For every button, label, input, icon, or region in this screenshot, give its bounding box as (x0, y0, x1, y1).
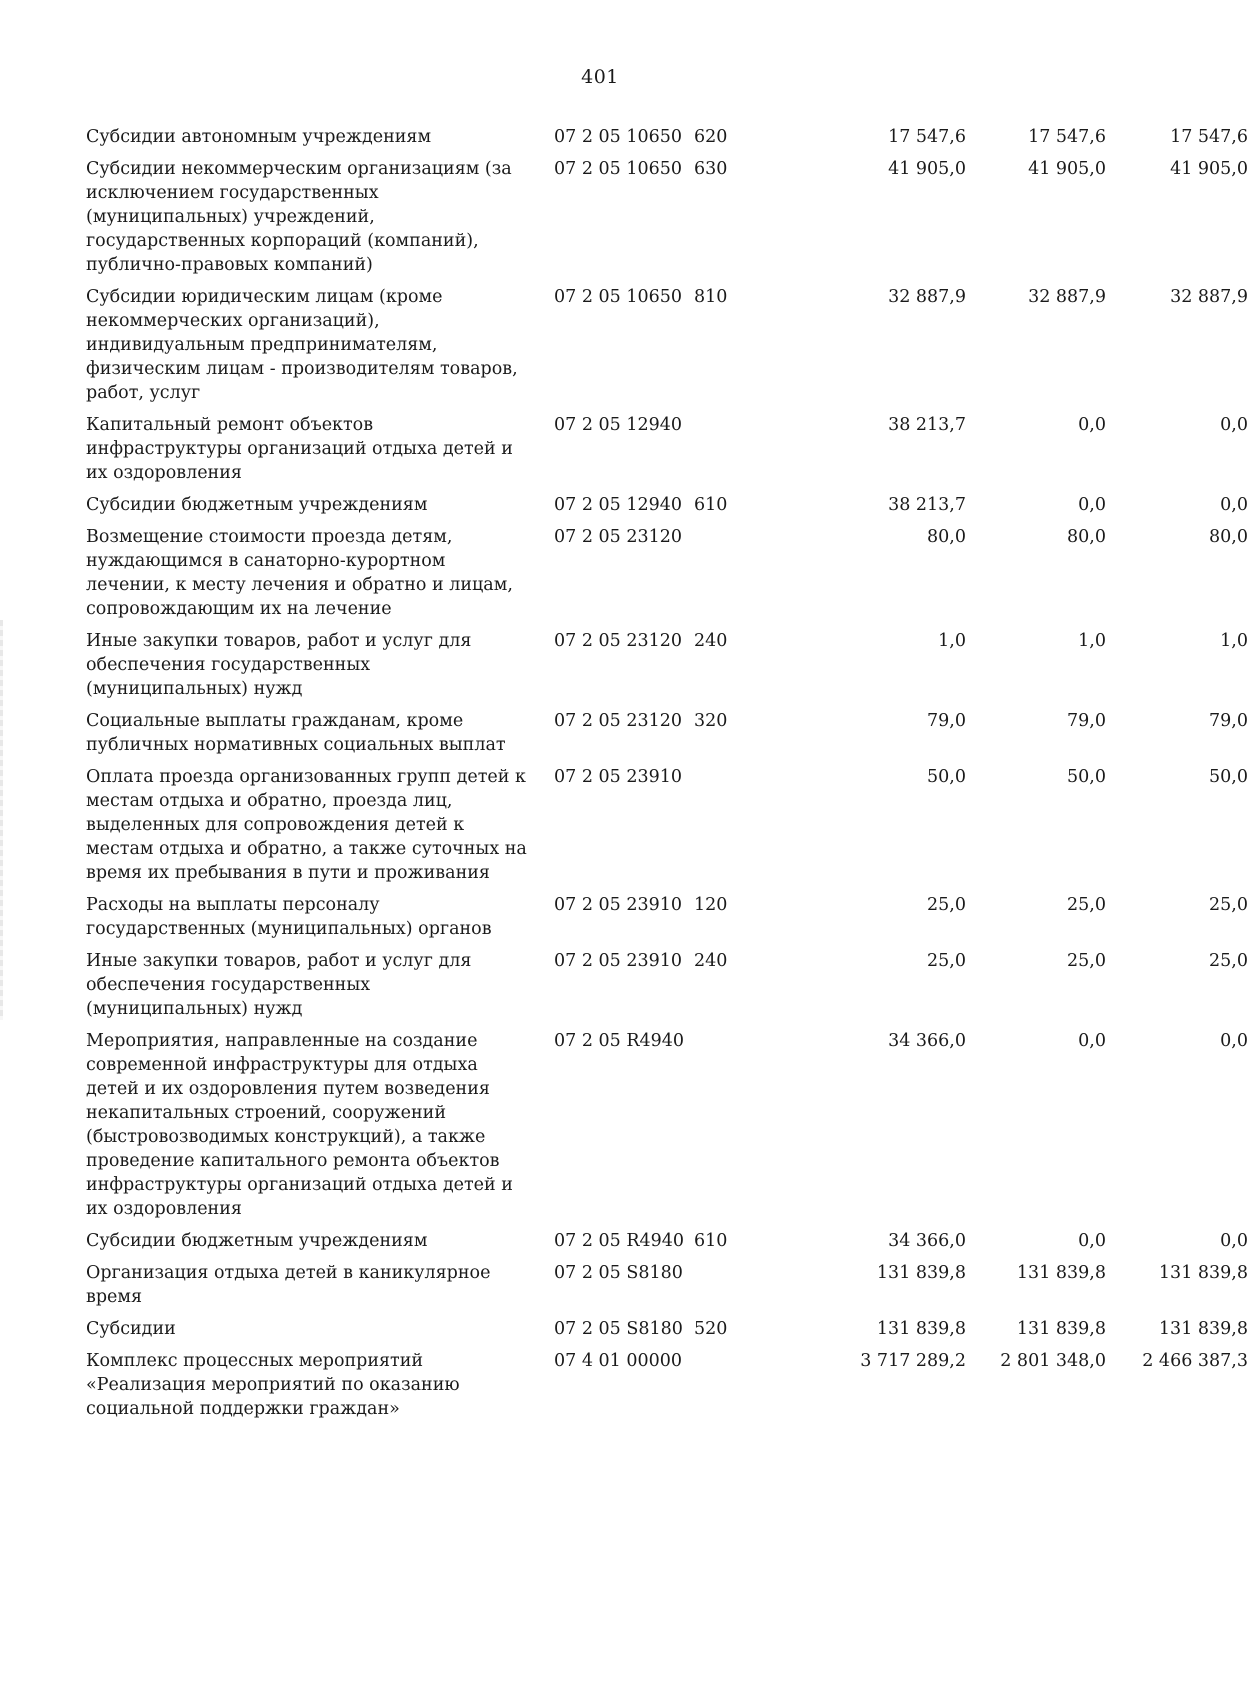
row-description: Иные закупки товаров, работ и услуг для обеспечения государственных (муниципальных) нужд (86, 631, 472, 699)
row-amount-year-2: 0,0 (1078, 495, 1106, 515)
row-amount-year-1: 38 213,7 (888, 495, 966, 515)
row-amount-year-3: 32 887,9 (1170, 287, 1248, 307)
row-description: Субсидии автономным учреждениям (86, 127, 432, 147)
table-row (86, 949, 1248, 1021)
row-amount-year-1: 3 717 289,2 (860, 1351, 966, 1371)
row-amount-year-2: 80,0 (1067, 527, 1106, 547)
row-target-code: 07 2 05 23120 (554, 711, 683, 731)
row-target-code: 07 2 05 R4940 (554, 1031, 685, 1051)
row-amount-year-2: 25,0 (1067, 951, 1106, 971)
row-amount-year-3: 25,0 (1209, 951, 1248, 971)
row-amount-year-1: 41 905,0 (888, 159, 966, 179)
row-target-code: 07 2 05 10650 (554, 159, 683, 179)
row-expense-type: 120 (694, 895, 728, 915)
row-amount-year-2: 25,0 (1067, 895, 1106, 915)
row-description: Субсидии некоммерческим организациям (за исключением государственных (муниципальных) учреждений, государственных корпораций (компаний), публично-правовых компаний) (86, 159, 512, 275)
row-description: Расходы на выплаты персоналу государственных (муниципальных) органов (86, 895, 492, 939)
row-amount-year-3: 2 466 387,3 (1142, 1351, 1248, 1371)
row-amount-year-2: 50,0 (1067, 767, 1106, 787)
table-row (86, 1317, 1248, 1341)
row-amount-year-2: 32 887,9 (1028, 287, 1106, 307)
row-description: Субсидии бюджетным учреждениям (86, 1231, 428, 1251)
page-number: 401 (581, 66, 619, 88)
row-target-code: 07 2 05 R4940 (554, 1231, 685, 1251)
row-amount-year-2: 17 547,6 (1028, 127, 1106, 147)
row-amount-year-1: 131 839,8 (876, 1319, 966, 1339)
row-target-code: 07 2 05 10650 (554, 127, 683, 147)
row-amount-year-1: 25,0 (927, 895, 966, 915)
table-row (86, 765, 1248, 885)
row-amount-year-3: 41 905,0 (1170, 159, 1248, 179)
row-description: Комплекс процессных мероприятий «Реализация мероприятий по оказанию социальной поддержки граждан» (86, 1351, 460, 1419)
row-amount-year-3: 50,0 (1209, 767, 1248, 787)
row-target-code: 07 2 05 10650 (554, 287, 683, 307)
table-row (86, 1229, 1248, 1253)
row-expense-type: 240 (694, 951, 728, 971)
row-expense-type: 810 (694, 287, 728, 307)
row-amount-year-3: 131 839,8 (1158, 1263, 1248, 1283)
row-target-code: 07 2 05 S8180 (554, 1263, 683, 1283)
row-amount-year-3: 25,0 (1209, 895, 1248, 915)
row-target-code: 07 2 05 23120 (554, 527, 683, 547)
row-amount-year-2: 131 839,8 (1016, 1319, 1106, 1339)
row-amount-year-1: 32 887,9 (888, 287, 966, 307)
table-row (86, 285, 1248, 405)
table-row (86, 1029, 1248, 1221)
row-expense-type: 610 (694, 495, 728, 515)
row-amount-year-1: 38 213,7 (888, 415, 966, 435)
row-amount-year-2: 1,0 (1078, 631, 1106, 651)
row-amount-year-1: 79,0 (927, 711, 966, 731)
scan-edge-artifact (0, 620, 3, 1020)
table-row (86, 125, 1248, 149)
row-amount-year-3: 1,0 (1220, 631, 1248, 651)
row-description: Субсидии юридическим лицам (кроме некоммерческих организаций), индивидуальным предпринимателям, физическим лицам - производителям товаров, работ, услуг (86, 287, 518, 403)
row-amount-year-1: 34 366,0 (888, 1031, 966, 1051)
row-expense-type: 620 (694, 127, 728, 147)
row-description: Субсидии бюджетным учреждениям (86, 495, 428, 515)
table-row (86, 893, 1248, 941)
row-expense-type: 240 (694, 631, 728, 651)
row-amount-year-1: 131 839,8 (876, 1263, 966, 1283)
row-amount-year-2: 131 839,8 (1016, 1263, 1106, 1283)
row-amount-year-3: 79,0 (1209, 711, 1248, 731)
row-amount-year-2: 0,0 (1078, 1231, 1106, 1251)
row-target-code: 07 4 01 00000 (554, 1351, 683, 1371)
row-description: Возмещение стоимости проезда детям, нуждающимся в санаторно-курортном лечении, к месту лечения и обратно и лицам, сопровождающим их на лечение (86, 527, 513, 619)
table-row (86, 157, 1248, 277)
row-amount-year-3: 0,0 (1220, 415, 1248, 435)
row-amount-year-3: 17 547,6 (1170, 127, 1248, 147)
row-target-code: 07 2 05 23910 (554, 951, 683, 971)
row-expense-type: 520 (694, 1319, 728, 1339)
row-target-code: 07 2 05 12940 (554, 415, 683, 435)
row-amount-year-2: 79,0 (1067, 711, 1106, 731)
table-row (86, 629, 1248, 701)
row-description: Капитальный ремонт объектов инфраструктуры организаций отдыха детей и их оздоровления (86, 415, 513, 483)
row-amount-year-3: 0,0 (1220, 1031, 1248, 1051)
row-expense-type: 630 (694, 159, 728, 179)
table-row (86, 413, 1248, 485)
row-amount-year-1: 25,0 (927, 951, 966, 971)
table-row (86, 493, 1248, 517)
table-row (86, 1261, 1248, 1309)
row-description: Социальные выплаты гражданам, кроме публичных нормативных социальных выплат (86, 711, 506, 755)
row-amount-year-2: 2 801 348,0 (1000, 1351, 1106, 1371)
table-row (86, 1349, 1248, 1421)
row-target-code: 07 2 05 23910 (554, 767, 683, 787)
row-target-code: 07 2 05 12940 (554, 495, 683, 515)
row-amount-year-3: 80,0 (1209, 527, 1248, 547)
row-target-code: 07 2 05 23120 (554, 631, 683, 651)
row-description: Организация отдыха детей в каникулярное время (86, 1263, 491, 1307)
table-row (86, 709, 1248, 757)
table-row (86, 525, 1248, 621)
budget-table (86, 125, 1248, 1429)
row-amount-year-2: 0,0 (1078, 1031, 1106, 1051)
row-amount-year-3: 0,0 (1220, 495, 1248, 515)
row-amount-year-1: 50,0 (927, 767, 966, 787)
row-amount-year-1: 80,0 (927, 527, 966, 547)
row-description: Иные закупки товаров, работ и услуг для обеспечения государственных (муниципальных) нужд (86, 951, 472, 1019)
row-description: Субсидии (86, 1319, 176, 1339)
row-expense-type: 610 (694, 1231, 728, 1251)
row-amount-year-1: 17 547,6 (888, 127, 966, 147)
row-description: Оплата проезда организованных групп детей к местам отдыха и обратно, проезда лиц, выделенных для сопровождения детей к местам отдыха и обратно, а также суточных на время их пребывания в пути и проживания (86, 767, 527, 883)
row-description: Мероприятия, направленные на создание современной инфраструктуры для отдыха детей и их оздоровления путем возведения некапитальных строений, сооружений (быстровозводимых конструкций), а также проведение капитального ремонта объектов инфраструктуры организаций отдыха детей и их оздоровления (86, 1031, 513, 1219)
row-amount-year-3: 0,0 (1220, 1231, 1248, 1251)
row-target-code: 07 2 05 23910 (554, 895, 683, 915)
row-expense-type: 320 (694, 711, 728, 731)
row-amount-year-1: 1,0 (938, 631, 966, 651)
row-amount-year-1: 34 366,0 (888, 1231, 966, 1251)
row-amount-year-2: 41 905,0 (1028, 159, 1106, 179)
row-target-code: 07 2 05 S8180 (554, 1319, 683, 1339)
row-amount-year-2: 0,0 (1078, 415, 1106, 435)
row-amount-year-3: 131 839,8 (1158, 1319, 1248, 1339)
